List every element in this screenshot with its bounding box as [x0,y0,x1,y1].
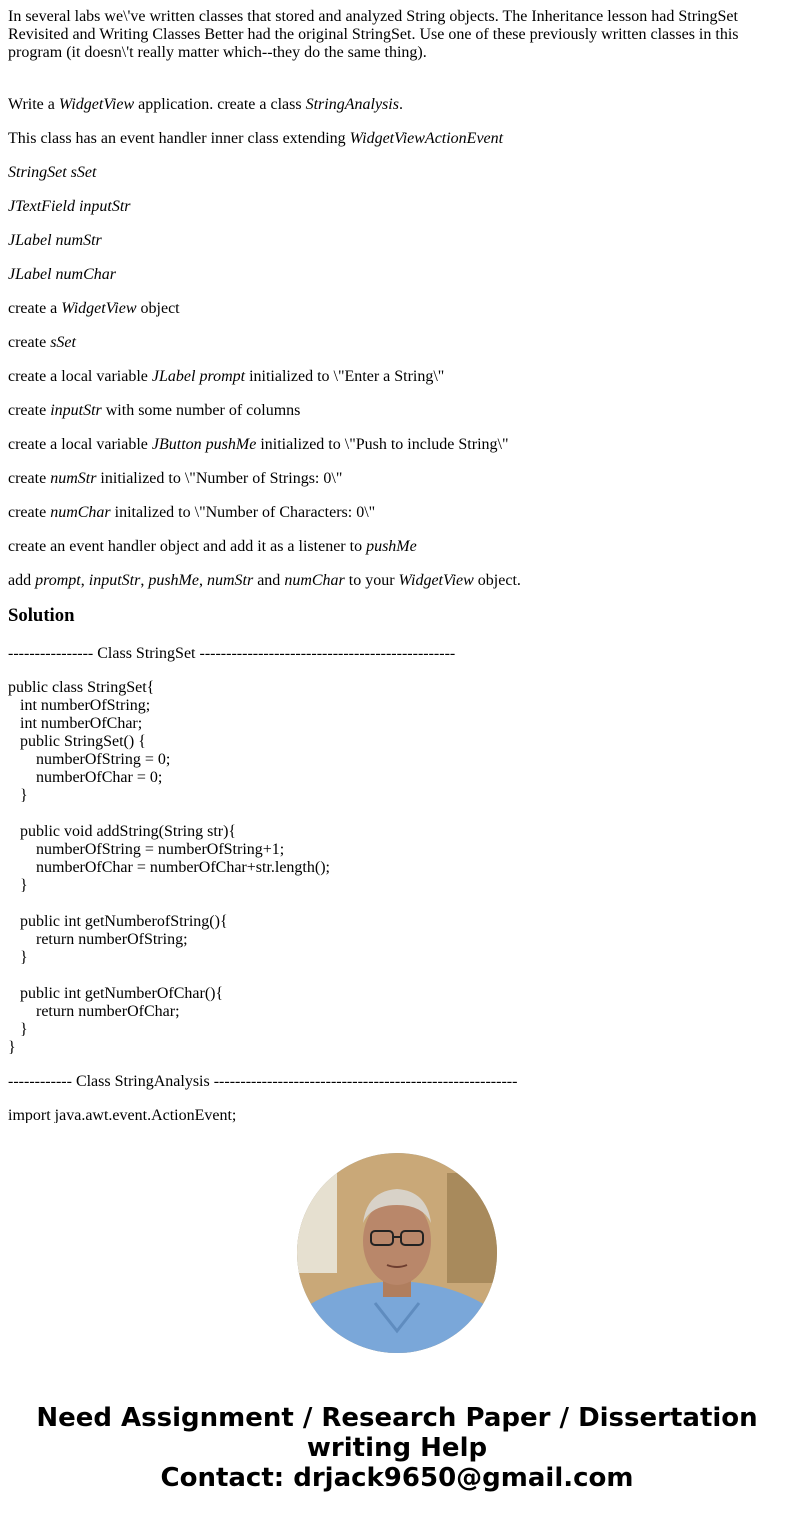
code-block-stringset: public class StringSet{ int numberOfString; int numberOfChar; public StringSet() { numberOfString = 0; numberOfChar = 0; } public void addString(String str){ numberOfString = numberOfString+1; numberOfChar = numberOfChar+str.length(); } public int getNumberofString(){ return numberOfString; } public int getNumberOfChar(){ return numberOfChar; } } [8,679,330,1056]
step-4: JTextField inputStr [8,198,131,215]
solution-heading: Solution [8,605,75,626]
step-6: JLabel numChar [8,266,116,283]
step-5: JLabel numStr [8,232,102,249]
step-9: create a local variable JLabel prompt initialized to \"Enter a String\" [8,368,445,385]
code-block-stringanalysis: import java.awt.event.ActionEvent; [8,1107,237,1123]
step-13: create numChar initalized to \"Number of Characters: 0\" [8,504,376,521]
footer-contact-banner [0,1403,794,1493]
class-separator-stringanalysis: ------------ Class StringAnalysis --------------------------------------------------------- [8,1073,518,1090]
step-2: This class has an event handler inner class extending WidgetViewActionEvent [8,130,504,147]
footer-line-2: writing Help [306,1433,488,1463]
step-14: create an event handler object and add it as a listener to pushMe [8,538,417,555]
footer-line-1: Need Assignment / Research Paper / Dissertation [36,1403,758,1433]
step-8: create sSet [8,334,76,351]
step-10: create inputStr with some number of columns [8,402,301,419]
step-7: create a WidgetView object [8,300,180,317]
intro-paragraph: In several labs we\'ve written classes that stored and analyzed String objects. The Inheritance lesson had StringSet Revisited and Writing Classes Better had the original StringSet. Use one of these previously written classes in this program (it doesn\'t really matter which--they do the same thing). [8,8,739,61]
footer-contact-email: Contact: drjack9650@gmail.com [160,1463,634,1493]
document-content [8,8,778,1123]
step-3: StringSet sSet [8,164,97,181]
author-avatar [297,1153,497,1353]
class-separator-stringset: ---------------- Class StringSet ------------------------------------------------ [8,645,456,662]
step-11: create a local variable JButton pushMe initialized to \"Push to include String\" [8,436,509,453]
step-1: Write a WidgetView application. create a class StringAnalysis. [8,96,403,113]
step-12: create numStr initialized to \"Number of Strings: 0\" [8,470,343,487]
step-15: add prompt, inputStr, pushMe, numStr and numChar to your WidgetView object. [8,572,521,589]
